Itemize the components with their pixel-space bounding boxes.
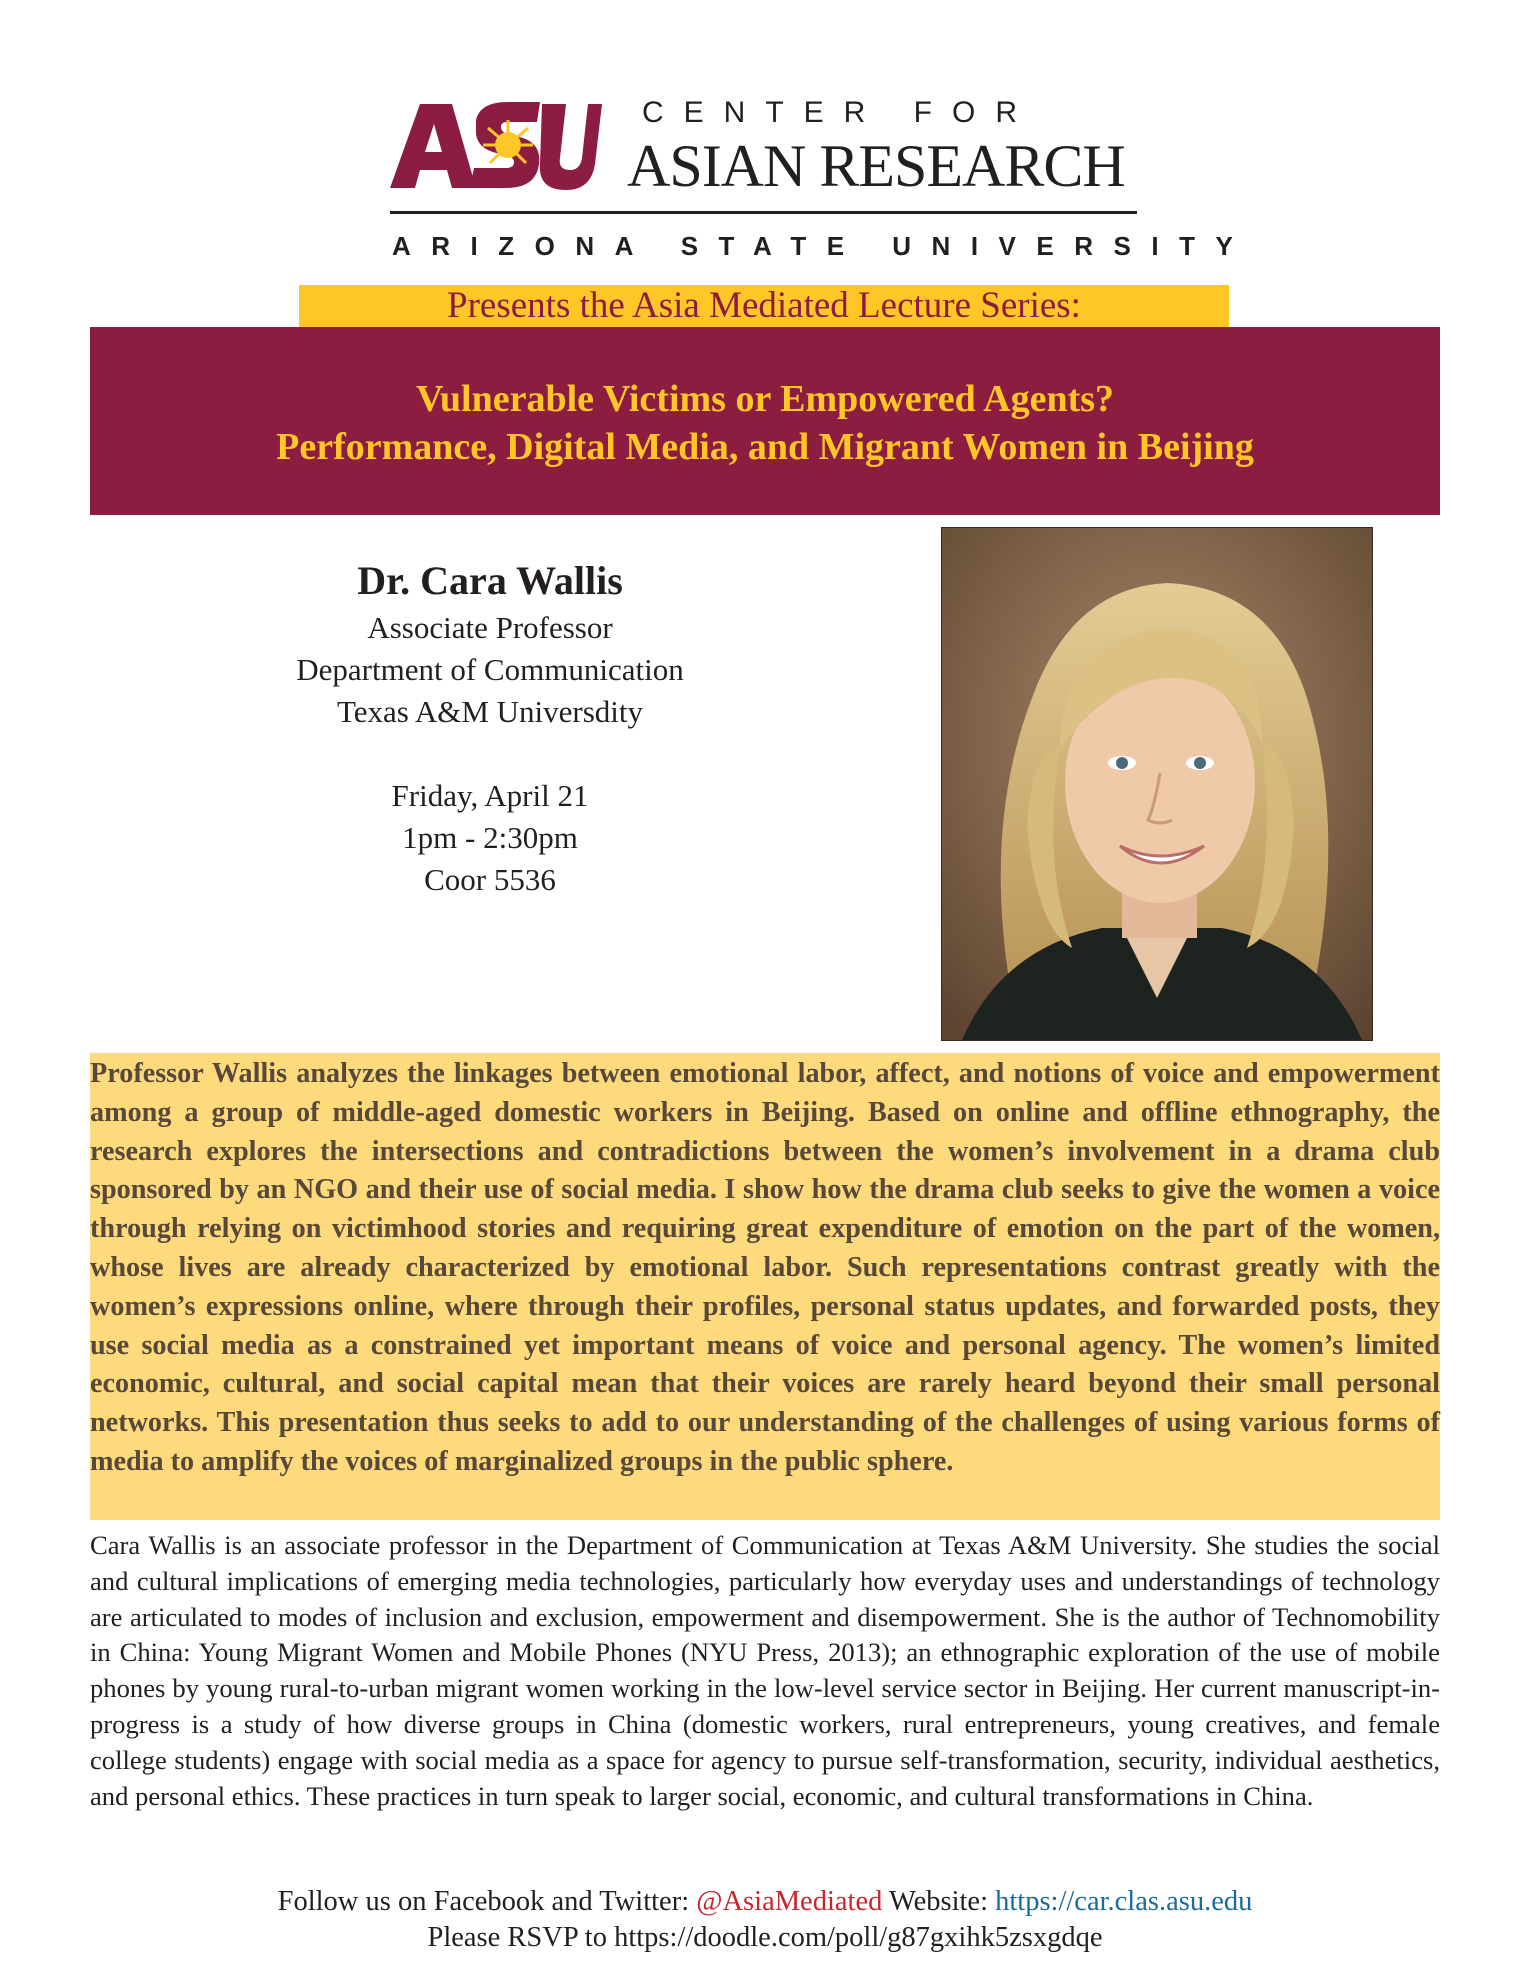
social-follow-line (0, 1886, 1530, 1918)
rsvp-line[interactable]: Please RSVP to https://doodle.com/poll/g87gxihk5zsxgdqe (427, 1922, 1103, 1953)
event-location: Coor 5536 (424, 862, 556, 897)
spacer (190, 733, 790, 775)
series-band (299, 285, 1229, 327)
website-link[interactable]: https://car.clas.asu.edu (995, 1886, 1253, 1917)
speaker-portrait-icon (942, 528, 1372, 1040)
speaker-institution: Texas A&M Universdity (336, 694, 644, 729)
center-name: ASIAN RESEARCH (627, 133, 1125, 199)
asu-logo (390, 100, 602, 192)
lecture-title-banner (90, 327, 1440, 515)
event-time: 1pm - 2:30pm (402, 820, 578, 855)
series-text: Presents the Asia Mediated Lecture Series: (447, 285, 1081, 326)
university-name: ARIZONA STATE UNIVERSITY (392, 231, 1254, 261)
speaker-info (190, 555, 790, 901)
logo-divider (390, 211, 1137, 214)
website-label: Website: (888, 1886, 988, 1917)
follow-prefix: Follow us on Facebook and Twitter: (277, 1886, 690, 1917)
speaker-photo (941, 527, 1373, 1041)
speaker-department: Department of Communication (296, 652, 684, 687)
abstract-highlight (90, 1053, 1440, 1520)
twitter-handle-link[interactable]: @AsiaMediated (696, 1886, 883, 1917)
speaker-position: Associate Professor (367, 610, 613, 645)
center-logo (390, 96, 1254, 266)
abstract-text: Professor Wallis analyzes the linkages between emotional labor, affect, and notions of voice and empowerment among a group of middle-aged domestic workers in Beijing. Based on online and offline ethnography, the research explores the intersections and contradictions between the women’s involvement in a drama club sponsored by an NGO and their use of social media. I show how the drama club seeks to give the women a voice through relying on victimhood stories and requiring great expenditure of emotion on the part of the women, whose lives are already characterized by emotional labor. Such representations contrast greatly with the women’s expressions online, where through their profiles, personal status updates, and forwarded posts, they use social media as a constrained yet important means of voice and personal agency. The women’s limited economic, cultural, and social capital mean that their voices are rarely heard beyond their small personal networks. This presentation thus seeks to add to our understanding of the challenges of using various forms of media to amplify the voices of marginalized groups in the public sphere. (90, 1058, 1440, 1477)
lecture-title-line-1: Vulnerable Victims or Empowered Agents? (415, 378, 1115, 420)
lecture-title-line-2: Performance, Digital Media, and Migrant Women in Beijing (276, 426, 1254, 468)
speaker-bio: Cara Wallis is an associate professor in the Department of Communication at Texas A&M University. She studies the social and cultural implications of emerging media technologies, particularly how everyday uses and understandings of technology are articulated to modes of inclusion and exclusion, empowerment and disempowerment. She is the author of Technomobility in China: Young Migrant Women and Mobile Phones (NYU Press, 2013); an ethnographic exploration of the use of mobile phones by young rural-to-urban migrant women working in the low-level service sector in Beijing. Her current manuscript-in-progress is a study of how diverse groups in China (domestic workers, rural entrepreneurs, young creatives, and female college students) engage with social media as a space for agency to pursue self-transformation, security, individual aesthetics, and personal ethics. These practices in turn speak to larger social, economic, and cultural transformations in China. (90, 1530, 1440, 1811)
speaker-name: Dr. Cara Wallis (357, 558, 623, 603)
center-for-text: CENTER FOR (642, 96, 1037, 129)
event-date: Friday, April 21 (391, 778, 589, 813)
